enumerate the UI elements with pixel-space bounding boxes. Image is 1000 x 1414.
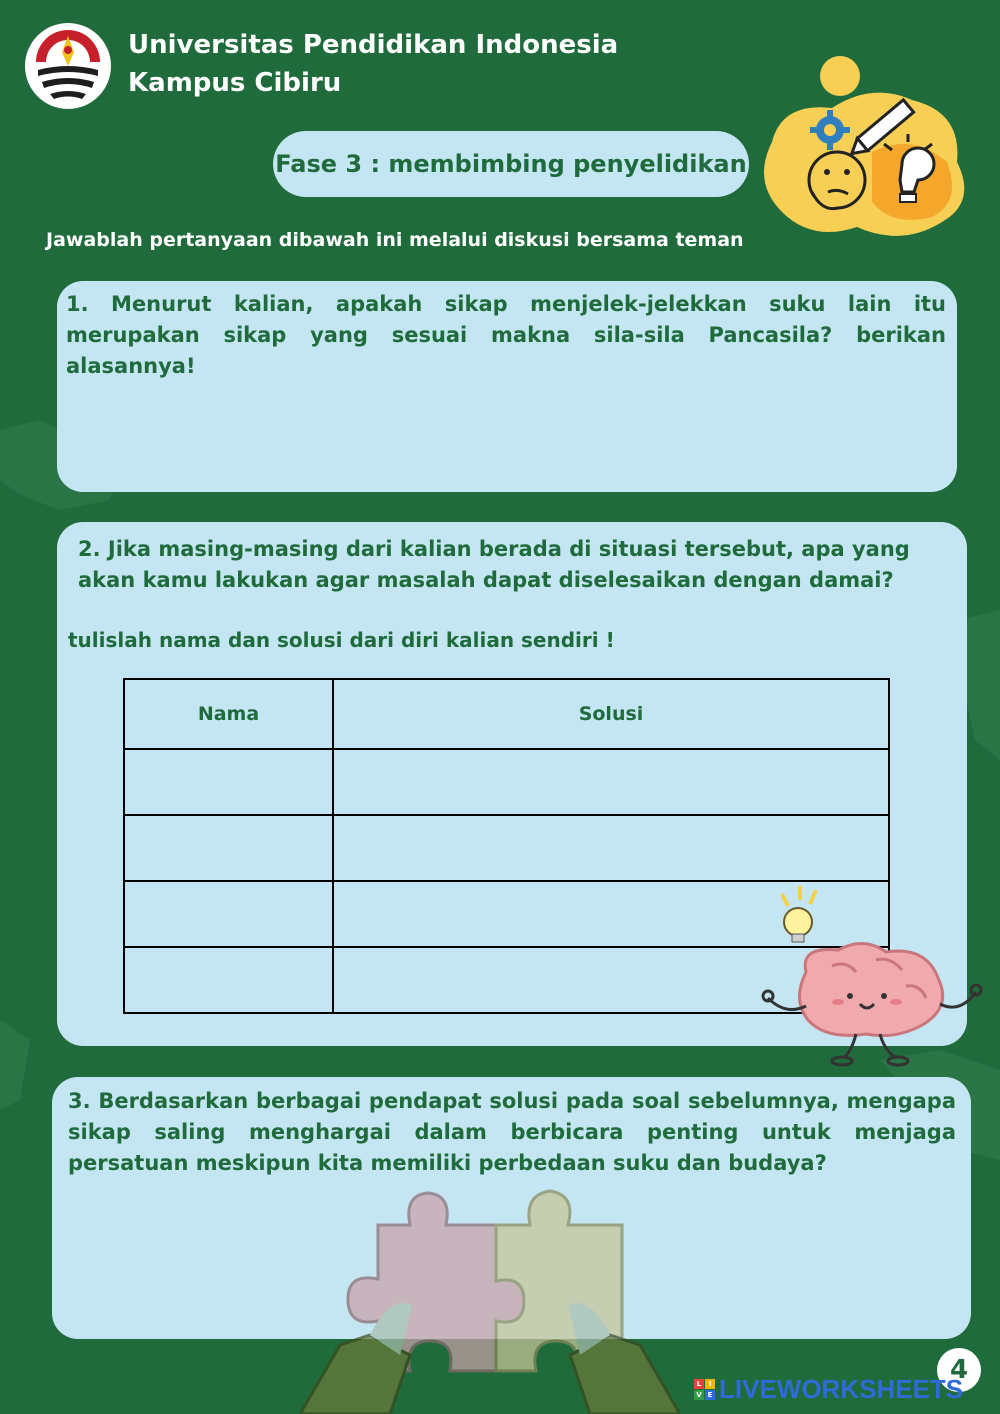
question-3 — [68, 1086, 956, 1179]
question-1 — [66, 289, 946, 382]
brain-lightbulb-mascot-icon — [756, 880, 988, 1070]
university-name — [128, 26, 618, 102]
solution-cell[interactable] — [333, 815, 889, 881]
logo-tile-e: E — [705, 1390, 715, 1400]
liveworksheets-logo-icon — [694, 1379, 715, 1400]
thinking-idea-illustration-icon — [752, 52, 980, 242]
table-row — [124, 815, 889, 881]
logo-tile-v: V — [694, 1390, 704, 1400]
name-cell[interactable] — [124, 881, 333, 947]
name-cell[interactable] — [124, 815, 333, 881]
name-cell[interactable] — [124, 749, 333, 815]
page-number-badge: 4 — [937, 1348, 981, 1392]
logo-tile-l: L — [694, 1379, 704, 1389]
question-1-text: Menurut kalian, apakah sikap menjelek-jelekkan suku lain itu merupakan sikap yang sesuai makna sila-sila Pancasila? berikan alasannya! — [66, 292, 947, 378]
name-cell[interactable] — [124, 947, 333, 1013]
puzzle-hands-illustration-icon — [300, 1185, 680, 1414]
table-header-row — [124, 679, 889, 749]
university-name-line1: Universitas Pendidikan Indonesia — [128, 30, 619, 60]
question-2-text: Jika masing-masing dari kalian berada di situasi tersebut, apa yang akan kamu lakukan agar masalah dapat diselesaikan dengan damai? — [78, 537, 910, 592]
liveworksheets-text: LIVEWORKSHEETS — [719, 1373, 964, 1404]
liveworksheets-watermark — [694, 1374, 963, 1404]
column-header-solusi: Solusi — [333, 679, 889, 749]
column-header-nama: Nama — [124, 679, 333, 749]
university-campus-line2: Kampus Cibiru — [128, 68, 342, 98]
question-2-number: 2. — [78, 537, 101, 561]
logo-tile-i: I — [705, 1379, 715, 1389]
question-3-number: 3. — [68, 1089, 91, 1113]
question-2 — [78, 534, 954, 596]
question-1-number: 1. — [66, 292, 89, 316]
table-instruction: tulislah nama dan solusi dari diri kalian sendiri ! — [68, 628, 615, 652]
solution-cell[interactable] — [333, 749, 889, 815]
phase-title-pill: Fase 3 : membimbing penyelidikan — [273, 131, 749, 197]
question-3-text: Berdasarkan berbagai pendapat solusi pada soal sebelumnya, mengapa sikap saling menghargai dalam berbicara penting untuk menjaga persatuan meskipun kita memiliki perbedaan suku dan budaya? — [68, 1089, 957, 1175]
upi-logo-icon — [24, 22, 112, 110]
instruction-text: Jawablah pertanyaan dibawah ini melalui diskusi bersama teman — [46, 229, 744, 251]
table-row — [124, 749, 889, 815]
